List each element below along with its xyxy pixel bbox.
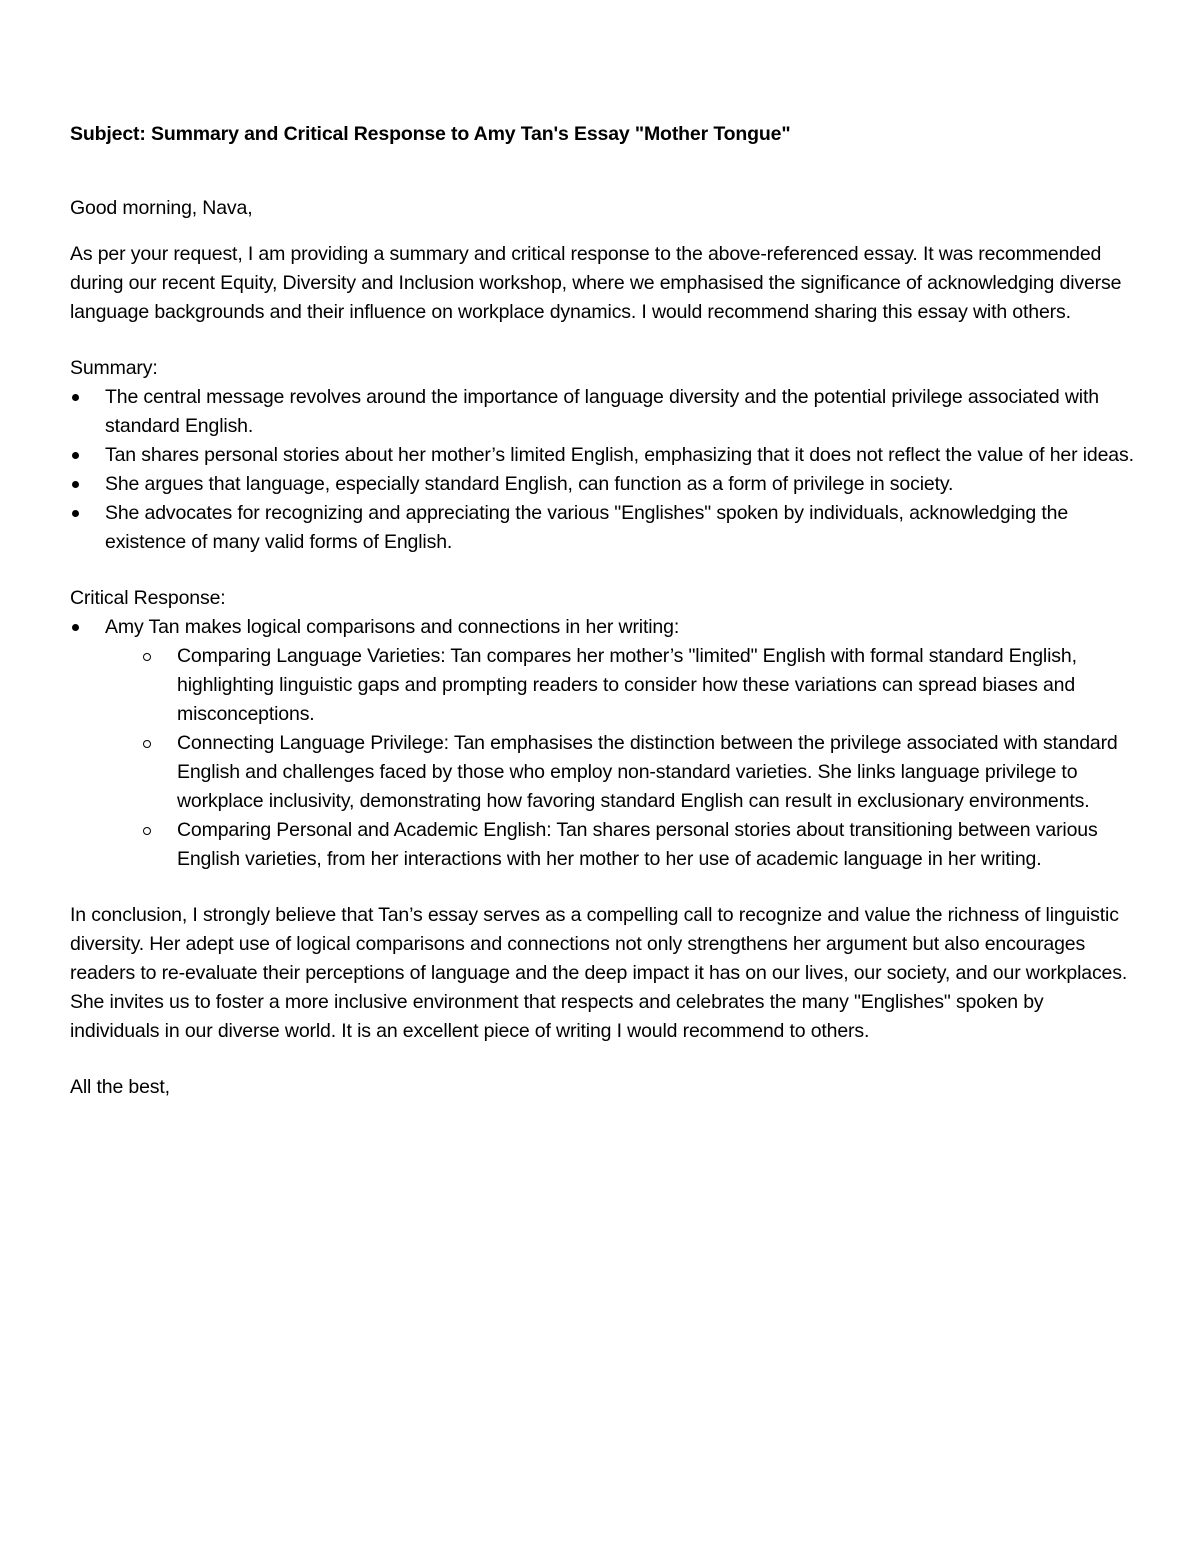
critical-response-subitem-text: Comparing Personal and Academic English: Tan shares personal stories about transitioning between various English varieties, from her interactions with her mother to her use of academic language in her writing. xyxy=(177,819,1098,870)
critical-response-subitem xyxy=(70,642,1135,729)
summary-item xyxy=(70,441,1135,470)
email-document xyxy=(70,120,1135,1129)
critical-response-item xyxy=(70,613,1135,642)
signoff: All the best, xyxy=(70,1076,170,1098)
circle-bullet-icon xyxy=(143,827,151,835)
summary-list xyxy=(70,383,1135,557)
critical-response-sublist xyxy=(70,642,1135,874)
summary-item xyxy=(70,470,1135,499)
summary-item-text: Tan shares personal stories about her mother’s limited English, emphasizing that it does not reflect the value of her ideas. xyxy=(105,444,1134,466)
summary-item-text: She argues that language, especially standard English, can function as a form of privilege in society. xyxy=(105,473,954,495)
summary-item xyxy=(70,383,1135,441)
bullet-icon xyxy=(72,510,79,517)
summary-item xyxy=(70,499,1135,557)
critical-response-list xyxy=(70,613,1135,874)
critical-response-heading: Critical Response: xyxy=(70,587,226,609)
summary-item-text: The central message revolves around the importance of language diversity and the potential privilege associated with standard English. xyxy=(105,386,1099,437)
bullet-icon xyxy=(72,481,79,488)
circle-bullet-icon xyxy=(143,740,151,748)
bullet-icon xyxy=(72,624,79,631)
subject-line: Subject: Summary and Critical Response to Amy Tan's Essay "Mother Tongue" xyxy=(70,123,791,145)
greeting: Good morning, Nava, xyxy=(70,197,253,219)
circle-bullet-icon xyxy=(143,653,151,661)
critical-response-subitem xyxy=(70,816,1135,874)
conclusion-paragraph: In conclusion, I strongly believe that Tan’s essay serves as a compelling call to recognize and value the richness of linguistic diversity. Her adept use of logical comparisons and connections not only strengthens her argument but also encourages readers to re-evaluate their perceptions of language and the deep impact it has on our lives, our society, and our workplaces. She invites us to foster a more inclusive environment that respects and celebrates the many "Englishes" spoken by individuals in our diverse world. It is an excellent piece of writing I would recommend to others. xyxy=(70,904,1128,1042)
bullet-icon xyxy=(72,452,79,459)
critical-response-item-text: Amy Tan makes logical comparisons and connections in her writing: xyxy=(105,616,680,638)
critical-response-subitem-text: Comparing Language Varieties: Tan compares her mother’s "limited" English with formal standard English, highlighting linguistic gaps and prompting readers to consider how these variations can spread biases and misconceptions. xyxy=(177,645,1077,725)
bullet-icon xyxy=(72,394,79,401)
summary-item-text: She advocates for recognizing and appreciating the various "Englishes" spoken by individuals, acknowledging the existence of many valid forms of English. xyxy=(105,502,1069,553)
intro-paragraph: As per your request, I am providing a summary and critical response to the above-referenced essay. It was recommended during our recent Equity, Diversity and Inclusion workshop, where we emphasised the significance of acknowledging diverse language backgrounds and their influence on workplace dynamics. I would recommend sharing this essay with others. xyxy=(70,243,1122,323)
critical-response-subitem xyxy=(70,729,1135,816)
critical-response-subitem-text: Connecting Language Privilege: Tan emphasises the distinction between the privilege associated with standard English and challenges faced by those who employ non-standard varieties. She links language privilege to workplace inclusivity, demonstrating how favoring standard English can result in exclusionary environments. xyxy=(177,732,1118,812)
summary-heading: Summary: xyxy=(70,357,158,379)
